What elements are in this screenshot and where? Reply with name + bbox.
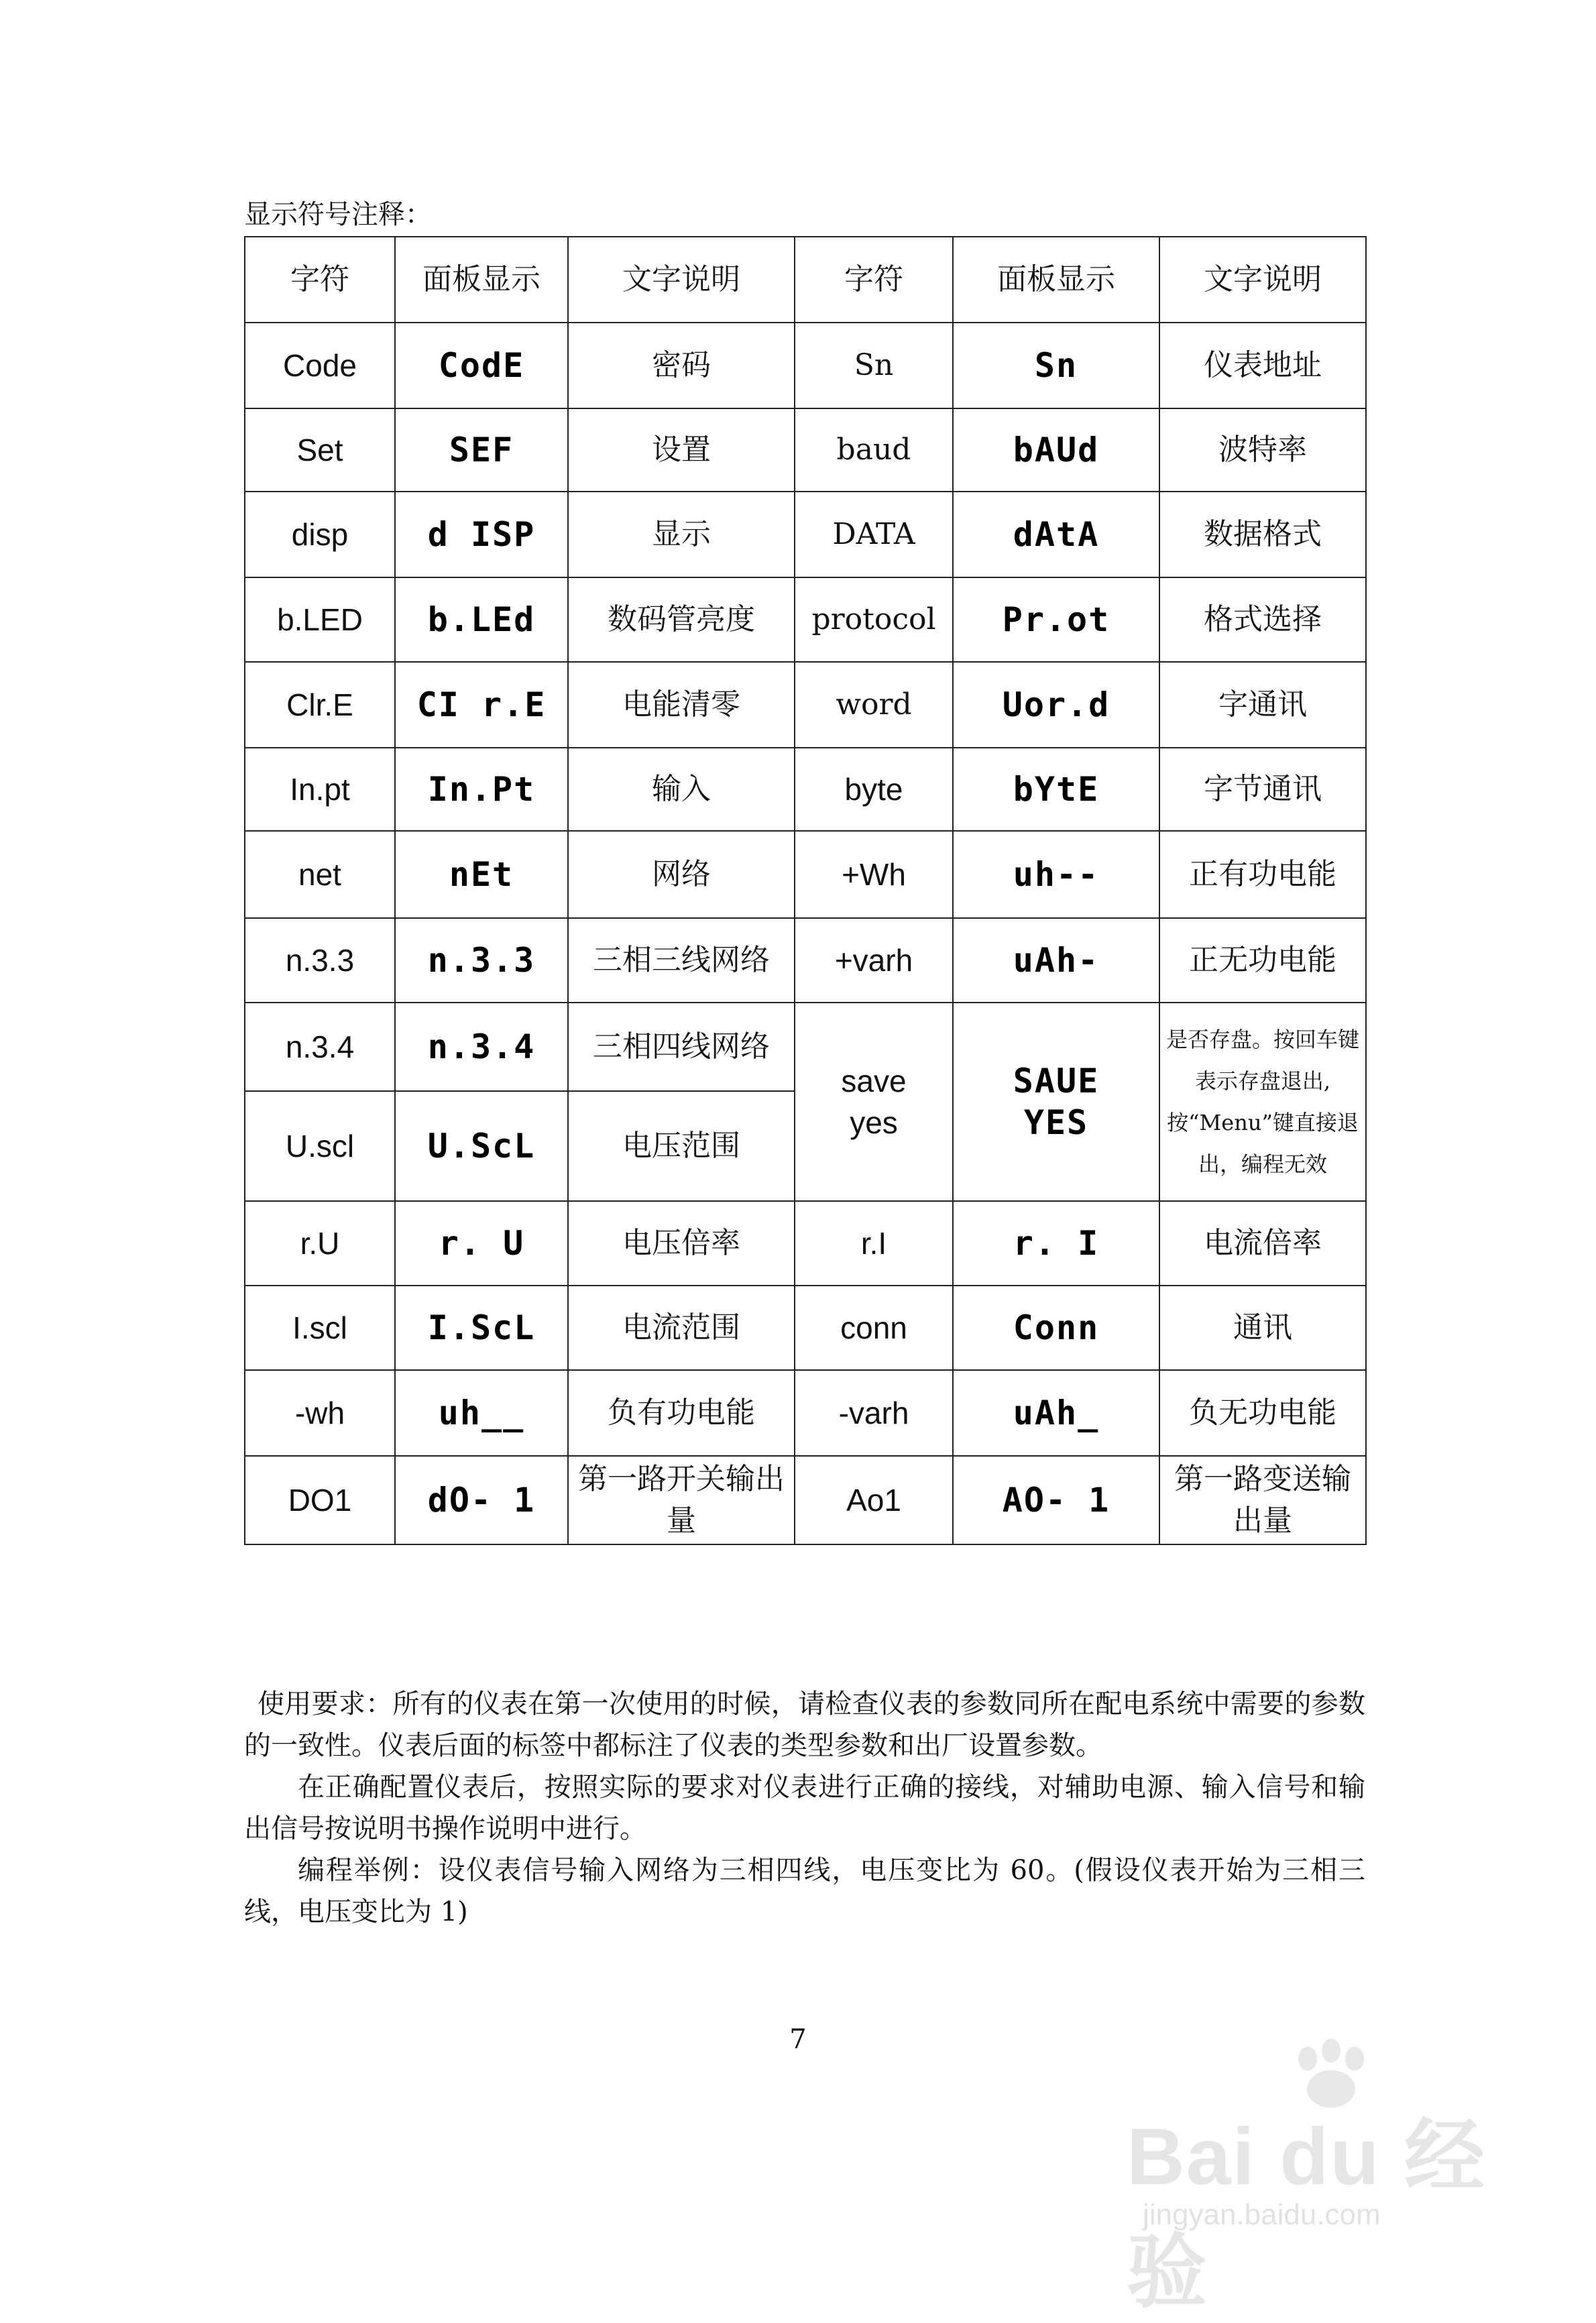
char-cell: r.I [795, 1201, 953, 1286]
description-cell: 输入 [568, 748, 795, 831]
description-cell: 通讯 [1159, 1286, 1366, 1370]
panel-display-cell: Sn [953, 323, 1159, 408]
description-cell: 密码 [568, 323, 795, 408]
table-row [245, 1201, 1366, 1286]
char-cell: +varh [795, 918, 953, 1003]
table-row [245, 918, 1366, 1003]
char-cell: net [245, 831, 395, 918]
watermark-logo: Bai du 经验 [1127, 2112, 1487, 2317]
panel-display-cell: n.3.3 [395, 918, 568, 1003]
table-header-row [245, 237, 1366, 323]
panel-display-cell: Uor.d [953, 662, 1159, 748]
panel-display-cell: CI r.E [395, 662, 568, 748]
description-cell: 数码管亮度 [568, 577, 795, 662]
panel-display-cell: I.ScL [395, 1286, 568, 1370]
description-cell: 电压范围 [568, 1091, 795, 1201]
table-row [245, 1286, 1366, 1370]
description-cell: 设置 [568, 408, 795, 492]
usage-paragraph: 使用要求：所有的仪表在第一次使用的时候，请检查仪表的参数同所在配电系统中需要的参数的一致性。仪表后面的标签中都标注了仪表的类型参数和出厂设置参数。 [244, 1689, 1365, 1761]
symbol-table [244, 236, 1367, 1545]
table-row [245, 748, 1366, 831]
panel-display-cell: CodE [395, 323, 568, 408]
char-cell: In.pt [245, 748, 395, 831]
watermark-url: jingyan.baidu.com [1143, 2198, 1381, 2231]
description-cell: 字通讯 [1159, 662, 1366, 748]
table-row [245, 1370, 1366, 1456]
table-row [245, 323, 1366, 408]
char-cell: disp [245, 492, 395, 577]
char-cell: baud [795, 408, 953, 492]
panel-display-cell: Conn [953, 1286, 1159, 1370]
char-cell: I.scl [245, 1286, 395, 1370]
column-header: 字符 [795, 237, 953, 323]
table-caption: 显示符号注释： [244, 199, 432, 230]
table-row [245, 1456, 1366, 1544]
char-cell: n.3.3 [245, 918, 395, 1003]
description-cell: 网络 [568, 831, 795, 918]
panel-display-cell: bYtE [953, 748, 1159, 831]
column-header: 面板显示 [395, 237, 568, 323]
description-cell: 格式选择 [1159, 577, 1366, 662]
char-cell: byte [795, 748, 953, 831]
table-row [245, 492, 1366, 577]
panel-display-cell: bAUd [953, 408, 1159, 492]
char-cell: DO1 [245, 1456, 395, 1544]
column-header: 文字说明 [568, 237, 795, 323]
table-row [245, 577, 1366, 662]
description-cell: 正有功电能 [1159, 831, 1366, 918]
panel-display-cell: nEt [395, 831, 568, 918]
table-row [245, 662, 1366, 748]
panel-display-cell: dO- 1 [395, 1456, 568, 1544]
char-cell: word [795, 662, 953, 748]
baidu-watermark [1127, 2039, 1502, 2317]
save-label: save [841, 1064, 907, 1098]
description-cell: 第一路开关输出量 [568, 1456, 795, 1544]
panel-display-cell: n.3.4 [395, 1003, 568, 1091]
panel-display-cell: b.LEd [395, 577, 568, 662]
yes-label: yes [850, 1105, 898, 1140]
description-cell: 电压倍率 [568, 1201, 795, 1286]
char-cell: Set [245, 408, 395, 492]
char-cell: b.LED [245, 577, 395, 662]
save-seg: SAUE [1013, 1062, 1100, 1100]
char-cell: U.scl [245, 1091, 395, 1201]
description-cell: 波特率 [1159, 408, 1366, 492]
save-description: 是否存盘。按回车键表示存盘退出, 按“Menu”键直接退出，编程无效 [1159, 1003, 1366, 1201]
panel-display-cell: dAtA [953, 492, 1159, 577]
column-header: 面板显示 [953, 237, 1159, 323]
description-cell: 电流倍率 [1159, 1201, 1366, 1286]
page-number: 7 [789, 2024, 807, 2055]
char-cell: Clr.E [245, 662, 395, 748]
panel-display-cell: d ISP [395, 492, 568, 577]
table-row [245, 408, 1366, 492]
char-cell: Code [245, 323, 395, 408]
panel-display-cell: uh-- [953, 831, 1159, 918]
yes-seg: YES [1023, 1103, 1089, 1142]
description-cell: 电流范围 [568, 1286, 795, 1370]
char-cell: -wh [245, 1370, 395, 1456]
panel-display-cell: SEF [395, 408, 568, 492]
description-cell: 数据格式 [1159, 492, 1366, 577]
table-row [245, 831, 1366, 918]
description-cell: 负有功电能 [568, 1370, 795, 1456]
panel-display-cell: AO- 1 [953, 1456, 1159, 1544]
description-cell: 负无功电能 [1159, 1370, 1366, 1456]
char-cell: conn [795, 1286, 953, 1370]
description-cell: 显示 [568, 492, 795, 577]
description-cell: 三相三线网络 [568, 918, 795, 1003]
char-cell: Ao1 [795, 1456, 953, 1544]
panel-display-cell: r. I [953, 1201, 1159, 1286]
panel-display-cell: uAh_ [953, 1370, 1159, 1456]
description-cell: 正无功电能 [1159, 918, 1366, 1003]
panel-display-cell: uAh- [953, 918, 1159, 1003]
panel-display-cell: In.Pt [395, 748, 568, 831]
table-row [245, 1003, 1366, 1091]
wiring-paragraph: 在正确配置仪表后，按照实际的要求对仪表进行正确的接线，对辅助电源、输入信号和输出信号按说明书操作说明中进行。 [244, 1772, 1365, 1844]
panel-display-cell: uh__ [395, 1370, 568, 1456]
column-header: 文字说明 [1159, 237, 1366, 323]
char-cell: r.U [245, 1201, 395, 1286]
char-cell: DATA [795, 492, 953, 577]
description-cell: 三相四线网络 [568, 1003, 795, 1091]
char-cell: Sn [795, 323, 953, 408]
panel-display-cell: U.ScL [395, 1091, 568, 1201]
char-cell-save [795, 1003, 953, 1201]
char-cell: -varh [795, 1370, 953, 1456]
char-cell: n.3.4 [245, 1003, 395, 1091]
panel-display-cell: Pr.ot [953, 577, 1159, 662]
char-cell: +Wh [795, 831, 953, 918]
panel-display-save [953, 1003, 1159, 1201]
panel-display-cell: r. U [395, 1201, 568, 1286]
example-paragraph: 编程举例：设仪表信号输入网络为三相四线，电压变比为 60。(假设仪表开始为三相三线，电压变比为 1) [244, 1855, 1365, 1927]
description-cell: 电能清零 [568, 662, 795, 748]
description-cell: 字节通讯 [1159, 748, 1366, 831]
description-cell: 仪表地址 [1159, 323, 1366, 408]
column-header: 字符 [245, 237, 395, 323]
char-cell: protocol [795, 577, 953, 662]
description-cell: 第一路变送输出量 [1159, 1456, 1366, 1544]
